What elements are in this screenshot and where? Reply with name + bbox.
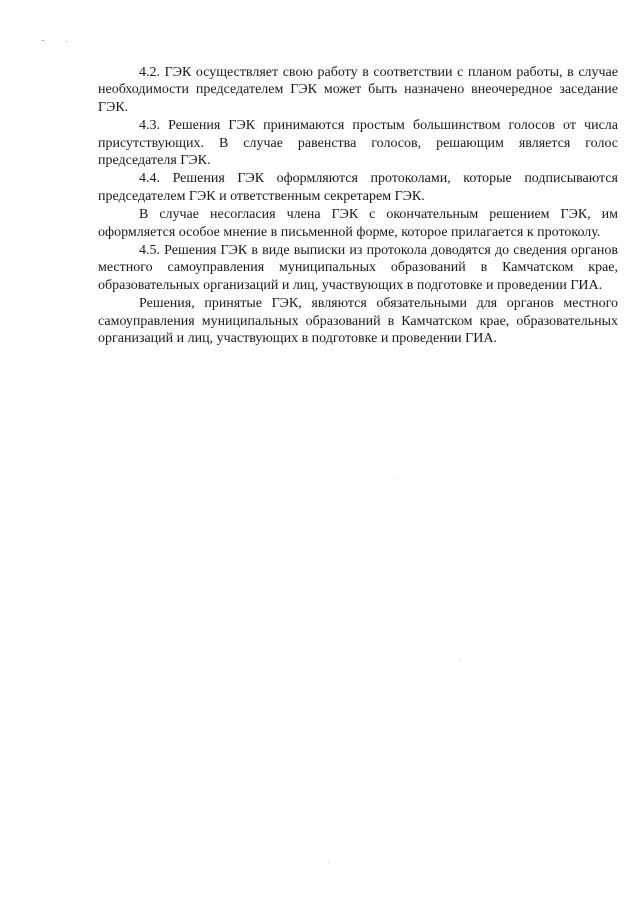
paragraph-4-3: 4.3. Решения ГЭК принимаются простым большинством голосов от числа присутствующих. В случае равенства голосов, решающим является голос председателя ГЭК. [98, 118, 618, 169]
scan-speck [66, 41, 67, 42]
paragraph-dissent: В случае несогласия члена ГЭК с окончательным решением ГЭК, им оформляется особое мнение в письменной форме, которое прилагается к протоколу. [98, 207, 618, 240]
paragraph-binding-decisions: Решения, принятые ГЭК, являются обязательными для органов местного самоуправления муниципальных образований в Камчатском крае, образовательных организаций и лиц, участвующих в подготовке и проведении ГИА. [98, 296, 618, 347]
scan-speck [394, 478, 395, 479]
paragraph-4-4: 4.4. Решения ГЭК оформляются протоколами, которые подписываются председателем ГЭК и ответственным секретарем ГЭК. [98, 171, 618, 204]
document-body [98, 64, 618, 348]
scan-speck [328, 862, 329, 863]
scan-speck [460, 660, 461, 661]
paragraph-4-5: 4.5. Решения ГЭК в виде выписки из протокола доводятся до сведения органов местного самоуправления муниципальных образований в Камчатском крае, образовательных организаций и лиц, участвующих в подготовке и проведении ГИА. [98, 243, 618, 293]
paragraph-4-2: 4.2. ГЭК осуществляет свою работу в соответствии с планом работы, в случае необходимости председателем ГЭК может быть назначено внеочередное заседание ГЭК. [98, 65, 618, 115]
scan-speck [42, 40, 44, 41]
